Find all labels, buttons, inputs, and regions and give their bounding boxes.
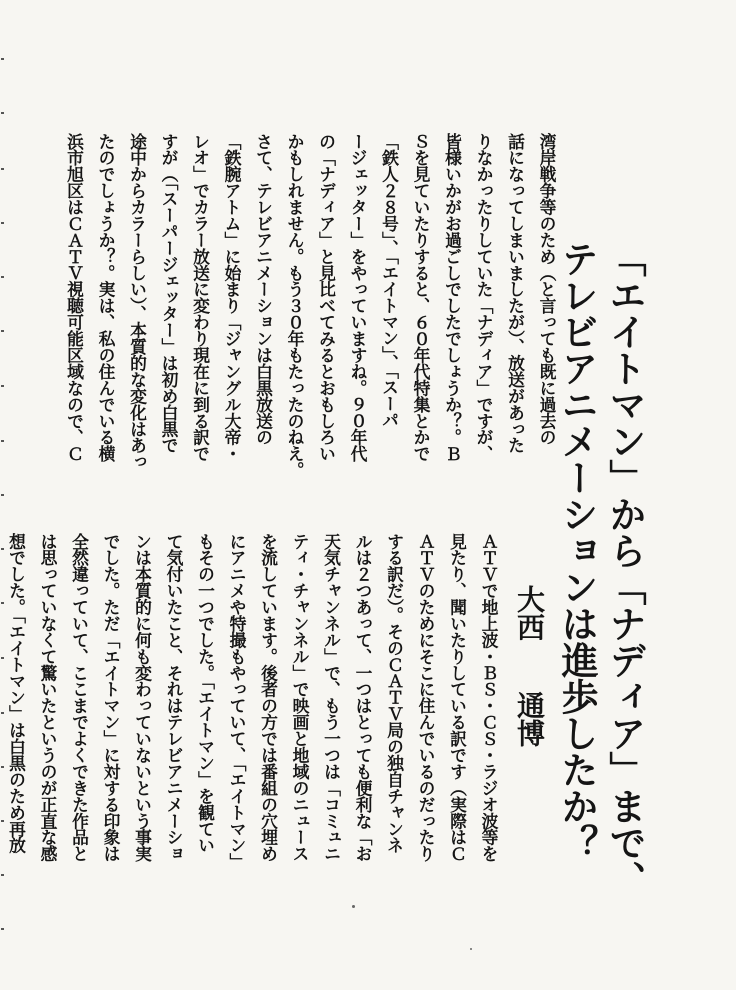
body-line: 「鉄人２８号」、「エイトマン」、「スーパ	[379, 133, 400, 429]
body-line: 湾岸戦争等のため（と言っても既に過去の	[537, 133, 557, 446]
body-line: ティ・チャンネル」で映画と地域のニュース	[290, 533, 310, 862]
article-title-line-1: 「エイトマン」から「ナディア」まで、	[603, 240, 646, 897]
body-line: 全然違っていて、ここまでよくできた作品と	[69, 533, 90, 862]
body-line: たのでしょうか？。実は、私の住んでいる横	[96, 133, 116, 462]
body-line: する訳だ）。そのＣＡＴＶ局の独自チャンネ	[384, 533, 405, 854]
body-line: 天気チャンネル」で、もう一つは「コミュニ	[321, 533, 342, 862]
body-line: にアニメや特撮もやっていて、「エイトマン」	[227, 533, 247, 870]
body-line: を流しています。後者の方では番組の穴埋め	[258, 533, 279, 862]
body-line: ンは本質的に何も変わっていないという事実	[132, 533, 153, 862]
body-line: 「鉄腕アトム」に始まり「ジャングル大帝・	[222, 133, 242, 462]
author-name	[514, 585, 544, 785]
body-line: かもしれません。もう３０年もたったのねえ。	[285, 133, 305, 479]
body-line: ージェッター」をやっていますね。９０年代	[348, 133, 368, 462]
body-line: 浜市旭区はＣＡＴＶ視聴可能区域なので、Ｃ	[64, 133, 85, 462]
body-line: すが（「スーパージェッター」は初め白黒で	[159, 133, 179, 454]
body-line: レオ」でカラー放送に変わり現在に到る訳で	[190, 133, 211, 462]
body-line: ＡＴＶのためにそこに住んでいるのだったり	[416, 533, 436, 862]
scan-speck	[352, 905, 355, 908]
body-text-lower	[0, 533, 504, 870]
body-line: もその一つでした。「エイトマン」を観てい	[195, 533, 216, 854]
author-given-name: 通博	[513, 691, 546, 747]
body-line: 想でした。「エイトマン」は白黒のため再放	[6, 533, 27, 854]
body-line: の「ナディア」と見比べてみるとおもしろい	[316, 133, 337, 462]
body-line: りなかったりしていた「ナディア」ですが、	[474, 133, 494, 462]
body-line: ＡＴＶで地上波・ＢＳ・ＣＳ・ラジオ波等を	[479, 533, 499, 862]
body-line: 話になってしまいましたが）、放送があった	[505, 133, 526, 454]
body-line: さて、テレビアニメーションは白黒放送の	[253, 133, 274, 446]
article-title-line-2: テレビアニメーションは進歩したか？	[555, 240, 598, 861]
body-line: ルは２つあって、一つはとっても便利な「お	[353, 533, 373, 862]
body-line: て気付いたこと、それはテレビアニメーショ	[164, 533, 184, 862]
body-line: 見たり、聞いたりしている訳です（実際はＣ	[447, 533, 468, 862]
body-line: 皆様いかがお過ごしでしたでしょうか？。Ｂ	[442, 133, 463, 462]
body-line: でした。ただ「エイトマン」に対する印象は	[101, 533, 121, 862]
body-line: Ｓを見ていたりすると、６０年代特集とかで	[411, 133, 431, 462]
scan-speck	[470, 948, 472, 950]
author-family-name: 大西	[513, 585, 546, 641]
body-line: 途中からカラーらしい）、本質的な変化はあっ	[127, 133, 148, 470]
body-line: は思っていなくて驚いたというのが正直な感	[38, 533, 58, 862]
body-text-upper	[58, 133, 562, 479]
